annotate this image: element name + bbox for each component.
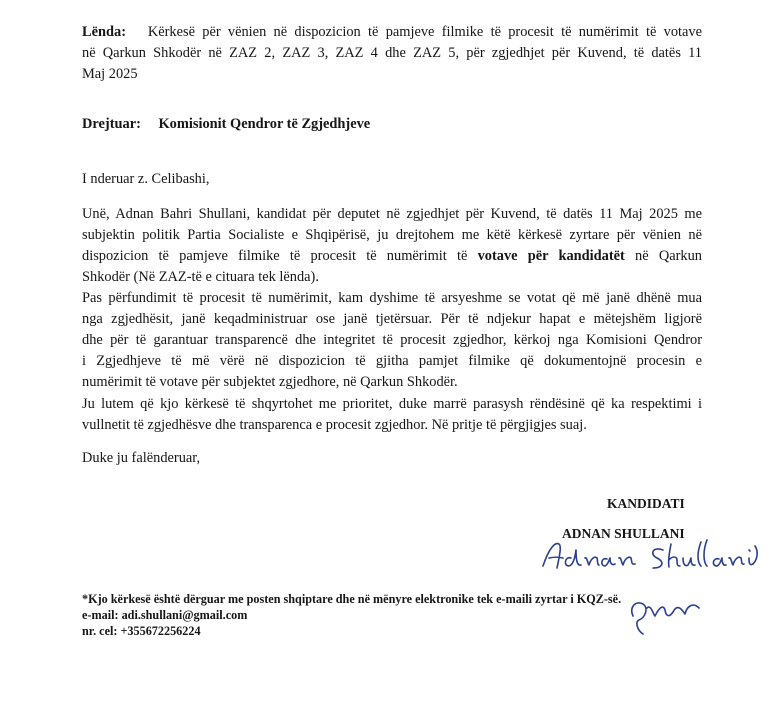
paragraph-1-line-3-end: në Qarkun: [624, 248, 702, 264]
recipient-label: Drejtuar:: [82, 116, 141, 132]
paragraph-2-line-5: numërimit të votave për subjektet zgjedhore, në Qarkun Shkodër.: [82, 374, 458, 390]
footer-phone: nr. cel: +355672256224: [82, 624, 201, 638]
paragraph-2-line-4: i Zgjedhjeve të më vërë në dispozicion të gjitha pamjet filmike që dokumentojnë procesin e: [82, 353, 702, 369]
subject-label: Lënda:: [82, 24, 126, 40]
paragraph-1-line-3: [82, 246, 702, 267]
footer-block: [82, 591, 621, 639]
recipient-value: Komisionit Qendror të Zgjedhjeve: [158, 116, 371, 132]
closing: Duke ju falënderuar,: [82, 450, 201, 466]
paragraph-2: [82, 288, 702, 393]
paragraph-1-line-3-start: dispozicion të pamjeve filmike të procesit të numërimit të: [82, 248, 478, 264]
paragraph-3-line-1: Ju lutem që kjo kërkesë të shqyrtohet me prioritet, duke marrë parasysh rëndësinë që ka respektimi i: [82, 396, 702, 412]
paragraph-1-emphasis: votave për kandidatët: [477, 248, 625, 264]
paragraph-2-line-1: Pas përfundimit të procesit të numërimit, kam dyshime të arsyeshme se votat që më janë dhënë mua: [82, 290, 702, 306]
paragraph-3: [82, 394, 702, 436]
subject-line-3: Maj 2025: [82, 66, 138, 82]
footer-note: *Kjo kërkesë është dërguar me posten shqiptare dhe në mënyre elektronike tek e-maili zyrtar i KQZ-së.: [82, 592, 622, 606]
recipient-block: [82, 114, 702, 135]
paragraph-3-line-2: vullnetit të zgjedhësve dhe transparenca e procesit zgjedhor. Në pritje të përgjigjes suaj.: [82, 417, 587, 433]
paragraph-2-line-3: dhe për të garantuar transparencë dhe integritet të procesit zgjedhor, kërkoj nga Komisioni Qendror: [82, 332, 702, 348]
paragraph-1-line-4: Shkodër (Në ZAZ-të e cituara tek lënda).: [82, 269, 319, 285]
paragraph-1-line-2: subjektin politik Partia Socialiste e Shqipërisë, ju drejtohem me këtë kërkesë zyrtare për vënien në: [82, 227, 702, 243]
signature-title: KANDIDATI: [607, 496, 685, 511]
subject-text-1: Kërkesë për vënien në dispozicion të pamjeve filmike të procesit të numërimit të votave: [147, 24, 702, 40]
footer-email: e-mail: adi.shullani@gmail.com: [82, 608, 248, 622]
subject-line-1: [82, 22, 702, 43]
signature-name: ADNAN SHULLANI: [562, 526, 685, 541]
subject-line-2: në Qarkun Shkodër në ZAZ 2, ZAZ 3, ZAZ 4 dhe ZAZ 5, për zgjedhjet për Kuvend, të datës 11: [82, 45, 702, 61]
paragraph-1-line-1: Unë, Adnan Bahri Shullani, kandidat për deputet në zgjedhjet për Kuvend, të datës 11 Maj 2025 me: [82, 206, 702, 222]
subject-block: [82, 22, 702, 85]
greeting: I nderuar z. Celibashi,: [82, 171, 210, 187]
paragraph-1: [82, 204, 702, 288]
paragraph-2-line-2: nga zgjedhësit, janë keqadministruar ose janë tjetërsuar. Për të ndjekur hapat e mëtejshëm ligjorë: [82, 311, 702, 327]
